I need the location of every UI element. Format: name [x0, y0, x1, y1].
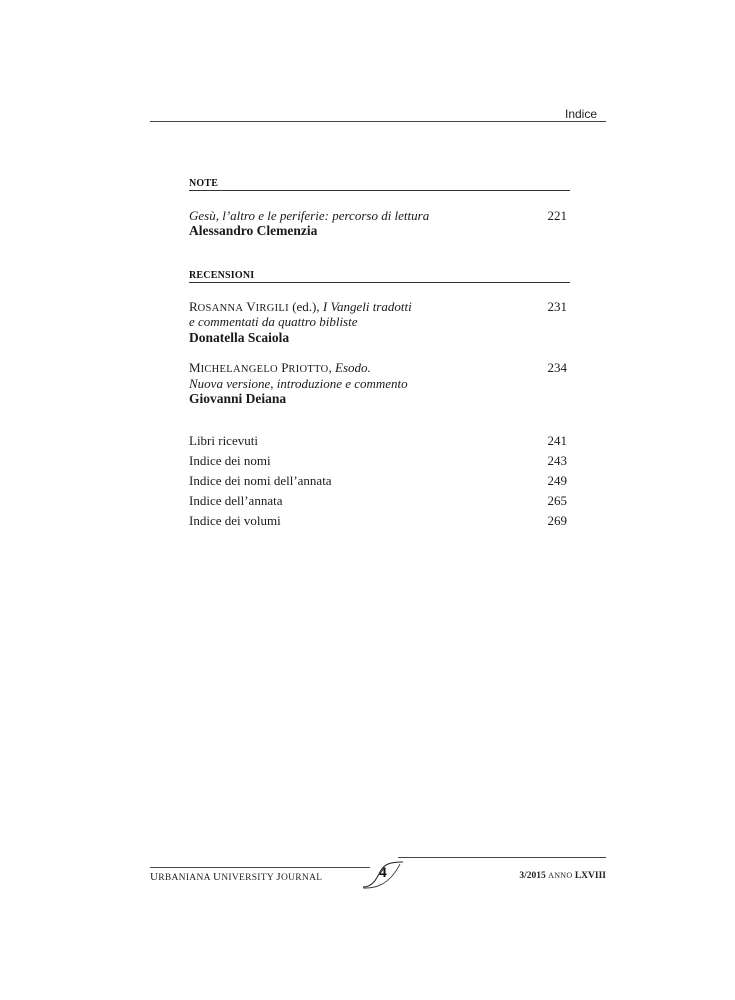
index-page: 249 — [547, 473, 567, 488]
note-entry-title: Gesù, l’altro e le periferie: percorso di lettura — [189, 208, 430, 223]
footer-anno: ANNO — [548, 871, 573, 880]
index-row — [189, 433, 569, 453]
footer-journal-initial-1: U — [150, 871, 159, 883]
index-page: 265 — [547, 493, 567, 508]
index-label: Indice dei nomi — [189, 453, 271, 468]
footer-journal-rest-1: RBANIANA — [158, 873, 211, 883]
footer-issue — [519, 871, 606, 881]
page-number: 4 — [379, 865, 387, 881]
page-number-badge — [360, 860, 406, 890]
review-1-title-1: I Vangeli tradotti — [322, 299, 412, 314]
index-row — [189, 513, 569, 533]
note-entry-author: Alessandro Clemenzia — [189, 223, 318, 238]
review-2-author-initial-1: M — [189, 360, 201, 375]
index-label: Indice dell’annata — [189, 493, 283, 508]
running-title: Indice — [565, 107, 598, 121]
footer-rule-left — [150, 867, 370, 868]
footer-journal-initial-3: J — [276, 871, 281, 883]
review-1-editor-mark: (ed.), — [288, 299, 323, 314]
index-row — [189, 453, 569, 473]
footer-issue-number: 3/2015 — [519, 871, 546, 881]
footer-rule-right — [398, 857, 606, 858]
index-page: 243 — [547, 453, 567, 468]
review-2-page: 234 — [547, 360, 567, 375]
index-row — [189, 493, 569, 513]
footer-volume: LXVIII — [574, 871, 606, 881]
review-2-title-1: Esodo. — [335, 360, 371, 375]
header-rule — [150, 121, 606, 122]
index-label: Indice dei volumi — [189, 513, 281, 528]
review-2-comma: , — [328, 360, 336, 375]
review-1-reviewer: Donatella Scaiola — [189, 330, 290, 345]
review-2-author-initial-2: P — [281, 360, 289, 375]
index-page: 241 — [547, 433, 567, 448]
review-2-title-2: Nuova versione, introduzione e commento — [189, 376, 408, 391]
footer-journal-rest-2: NIVERSITY — [221, 873, 274, 883]
section-heading-note: NOTE — [189, 178, 219, 189]
note-entry-page: 221 — [547, 208, 567, 223]
footer-journal-rest-3: OURNAL — [280, 873, 323, 883]
review-2-line-1 — [189, 360, 371, 377]
review-1-title-2: e commentati da quattro bibliste — [189, 314, 358, 329]
review-1-author-rest-2: IRGILI — [255, 303, 289, 314]
index-label: Libri ricevuti — [189, 433, 258, 448]
review-1-author-initial-1: R — [189, 299, 198, 314]
review-2-author-rest-1: ICHELANGELO — [200, 364, 278, 375]
footer-journal-initial-2: U — [212, 871, 222, 883]
section-rule-recensioni — [189, 282, 570, 283]
index-page: 269 — [547, 513, 567, 528]
footer-journal-name — [150, 871, 322, 883]
index-label: Indice dei nomi dell’annata — [189, 473, 332, 488]
section-heading-recensioni: RECENSIONI — [189, 270, 255, 281]
section-rule-note — [189, 190, 570, 191]
review-2-author-rest-2: RIOTTO — [288, 364, 329, 375]
review-1-author-rest-1: OSANNA — [197, 303, 244, 314]
index-row — [189, 473, 569, 493]
review-1-page: 231 — [547, 299, 567, 314]
review-1-author-initial-2: V — [246, 299, 256, 314]
review-2-reviewer: Giovanni Deiana — [189, 391, 287, 406]
